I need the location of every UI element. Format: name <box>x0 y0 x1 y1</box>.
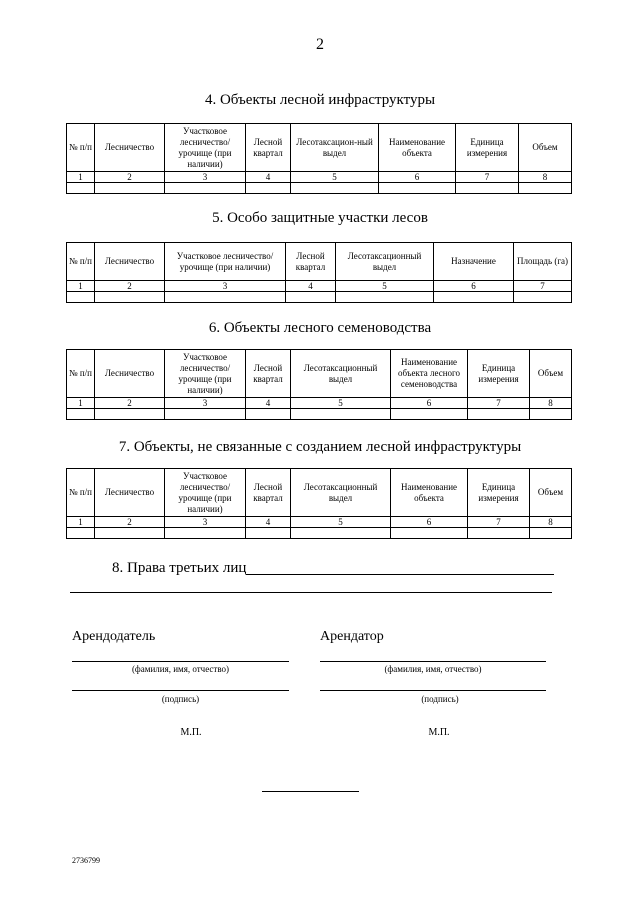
empty-cell <box>95 292 165 303</box>
column-number: 6 <box>391 398 468 409</box>
column-number: 4 <box>246 172 291 183</box>
header-cell: Объем <box>530 469 572 517</box>
column-number: 5 <box>291 172 379 183</box>
empty-cell <box>165 409 246 420</box>
column-number: 6 <box>391 517 468 528</box>
header-cell: Лесотаксационный выдел <box>291 350 391 398</box>
header-cell: № п/п <box>67 243 95 281</box>
column-number: 7 <box>468 398 530 409</box>
header-cell: Наименование объекта <box>391 469 468 517</box>
empty-cell <box>468 528 530 539</box>
third-party-rights-line-2 <box>70 592 552 593</box>
page-number: 2 <box>316 36 324 53</box>
column-number: 7 <box>456 172 519 183</box>
empty-cell <box>246 183 291 194</box>
header-cell: Участковое лесничество/ урочище (при наличии) <box>165 350 246 398</box>
column-number: 5 <box>291 517 391 528</box>
empty-cell <box>165 183 246 194</box>
column-number: 8 <box>519 172 572 183</box>
header-cell: Лесной квартал <box>246 350 291 398</box>
column-number: 1 <box>67 281 95 292</box>
section-5-table <box>66 242 572 303</box>
lessee-signature-caption: (подпись) <box>421 694 459 704</box>
empty-cell <box>456 183 519 194</box>
lessor-stamp-label: М.П. <box>180 727 202 738</box>
empty-cell <box>67 292 95 303</box>
header-cell: Площадь (га) <box>514 243 572 281</box>
third-party-rights-line <box>246 574 554 575</box>
empty-cell <box>291 409 391 420</box>
empty-cell <box>165 292 286 303</box>
empty-cell <box>391 409 468 420</box>
lessor-name-line <box>72 661 289 662</box>
empty-cell <box>95 528 165 539</box>
header-cell: № п/п <box>67 124 95 172</box>
third-party-rights-label: 8. Права третьих лиц <box>112 560 247 576</box>
header-cell: Объем <box>530 350 572 398</box>
lessor-signature-line <box>72 690 289 691</box>
empty-cell <box>519 183 572 194</box>
document-id: 2736799 <box>72 856 100 865</box>
header-cell: Единица измерения <box>468 469 530 517</box>
section-7-table <box>66 468 572 539</box>
empty-cell <box>246 409 291 420</box>
column-number: 3 <box>165 172 246 183</box>
lessor-label: Арендодатель <box>72 629 156 644</box>
header-cell: Наименование объекта лесного семеноводства <box>391 350 468 398</box>
closing-rule <box>262 791 359 792</box>
header-cell: Лесотаксационный выдел <box>291 469 391 517</box>
column-number: 2 <box>95 517 165 528</box>
column-number: 4 <box>246 517 291 528</box>
section-4-table <box>66 123 572 194</box>
empty-cell <box>291 183 379 194</box>
section-6-table <box>66 349 572 420</box>
header-cell: Лесотаксационный выдел <box>336 243 434 281</box>
header-cell: Лесничество <box>95 243 165 281</box>
section-6-title: 6. Объекты лесного семеноводства <box>208 320 432 336</box>
lessee-name-line <box>320 661 546 662</box>
header-cell: Назначение <box>434 243 514 281</box>
empty-cell <box>434 292 514 303</box>
column-number: 7 <box>468 517 530 528</box>
empty-cell <box>246 528 291 539</box>
column-number: 5 <box>336 281 434 292</box>
header-cell: Лесничество <box>95 350 165 398</box>
column-number: 8 <box>530 398 572 409</box>
header-cell: Лесничество <box>95 124 165 172</box>
empty-cell <box>468 409 530 420</box>
header-cell: Лесной квартал <box>286 243 336 281</box>
empty-cell <box>530 409 572 420</box>
column-number: 1 <box>67 517 95 528</box>
header-cell: Участковое лесничество/ урочище (при наличии) <box>165 124 246 172</box>
column-number: 1 <box>67 172 95 183</box>
header-cell: Лесничество <box>95 469 165 517</box>
lessor-signature-caption: (подпись) <box>161 694 200 704</box>
lessee-label: Арендатор <box>320 629 384 644</box>
column-number: 4 <box>286 281 336 292</box>
header-cell: Участковое лесничество/ урочище (при наличии) <box>165 469 246 517</box>
column-number: 6 <box>379 172 456 183</box>
lessee-stamp-label: М.П. <box>428 727 450 738</box>
header-cell: № п/п <box>67 350 95 398</box>
header-cell: Наименование объекта <box>379 124 456 172</box>
empty-cell <box>67 183 95 194</box>
header-cell: Участковое лесничество/урочище (при наличии) <box>165 243 286 281</box>
column-number: 3 <box>165 281 286 292</box>
column-number: 2 <box>95 172 165 183</box>
empty-cell <box>530 528 572 539</box>
empty-cell <box>291 528 391 539</box>
column-number: 3 <box>165 398 246 409</box>
empty-cell <box>67 528 95 539</box>
lessee-name-caption: (фамилия, имя, отчество) <box>384 664 482 674</box>
empty-cell <box>336 292 434 303</box>
section-4-title: 4. Объекты лесной инфраструктуры <box>204 92 436 108</box>
lessor-name-caption: (фамилия, имя, отчество) <box>131 664 230 674</box>
column-number: 4 <box>246 398 291 409</box>
empty-cell <box>165 528 246 539</box>
column-number: 3 <box>165 517 246 528</box>
column-number: 5 <box>291 398 391 409</box>
header-cell: Объем <box>519 124 572 172</box>
header-cell: Лесотаксацион-ный выдел <box>291 124 379 172</box>
empty-cell <box>95 183 165 194</box>
header-cell: Лесной квартал <box>246 469 291 517</box>
column-number: 8 <box>530 517 572 528</box>
header-cell: № п/п <box>67 469 95 517</box>
empty-cell <box>95 409 165 420</box>
section-5-title: 5. Особо защитные участки лесов <box>212 210 428 226</box>
column-number: 2 <box>95 281 165 292</box>
header-cell: Единица измерения <box>456 124 519 172</box>
header-cell: Лесной квартал <box>246 124 291 172</box>
empty-cell <box>67 409 95 420</box>
empty-cell <box>514 292 572 303</box>
empty-cell <box>391 528 468 539</box>
column-number: 7 <box>514 281 572 292</box>
header-cell: Единица измерения <box>468 350 530 398</box>
empty-cell <box>379 183 456 194</box>
column-number: 1 <box>67 398 95 409</box>
empty-cell <box>286 292 336 303</box>
section-7-title: 7. Объекты, не связанные с созданием лесной инфраструктуры <box>118 439 522 455</box>
lessee-signature-line <box>320 690 546 691</box>
column-number: 6 <box>434 281 514 292</box>
column-number: 2 <box>95 398 165 409</box>
